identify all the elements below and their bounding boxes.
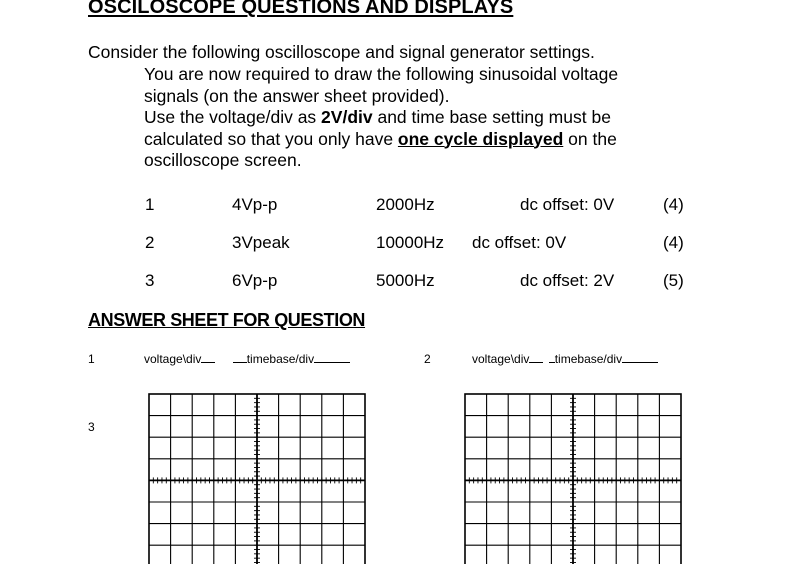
instruction-1-line-1: You are now required to draw the following sinusoidal voltage: [144, 64, 619, 84]
question-frequency: 2000Hz: [376, 195, 435, 214]
question-offset: dc offset: 0V: [472, 233, 567, 252]
voltage-div-label: voltage\div: [472, 352, 530, 366]
question-marks: (5): [663, 271, 684, 290]
oscilloscope-grid-2[interactable]: [464, 393, 684, 564]
instruction-2-line-3: oscilloscope screen.: [144, 150, 302, 170]
question-amplitude: 3Vpeak: [232, 233, 290, 252]
question-number: 3: [145, 271, 155, 290]
oscilloscope-grid-1[interactable]: [148, 393, 368, 564]
question-marks: (4): [663, 233, 684, 252]
blank-line: [233, 362, 247, 363]
question-amplitude: 6Vp-p: [232, 271, 278, 290]
page-title: OSCILOSCOPE QUESTIONS AND DISPLAYS: [88, 0, 514, 18]
voltage-div-value: 2V/div: [321, 107, 373, 127]
answer-item-3-number: 3: [88, 420, 95, 434]
intro-text: Consider the following oscilloscope and signal generator settings.: [88, 42, 595, 62]
question-frequency: 5000Hz: [376, 271, 435, 290]
timebase-div-label: timebase/div: [554, 352, 623, 366]
answer-item-1-fields: [144, 352, 350, 366]
one-cycle-emphasis: one cycle displayed: [397, 128, 564, 149]
timebase-div-blank[interactable]: [314, 362, 350, 363]
answer-item-2-number: 2: [424, 352, 431, 366]
instruction-paragraph-2: [144, 107, 617, 172]
question-offset: dc offset: 0V: [520, 195, 615, 214]
question-marks: (4): [663, 195, 684, 214]
instruction-1-line-2: signals (on the answer sheet provided).: [144, 85, 450, 106]
voltage-div-blank[interactable]: [529, 362, 543, 363]
instruction-2-line-2: calculated so that you only have one cycle displayed on the: [144, 128, 617, 149]
answer-sheet-title: ANSWER SHEET FOR QUESTION: [88, 310, 366, 330]
voltage-div-label: voltage\div: [144, 352, 202, 366]
timebase-div-label: timebase/div: [246, 352, 315, 366]
question-number: 2: [145, 233, 155, 252]
question-offset: dc offset: 2V: [520, 271, 615, 290]
question-amplitude: 4Vp-p: [232, 195, 278, 214]
instruction-2-line-1: Use the voltage/div as 2V/div and time base setting must be: [144, 107, 611, 127]
answer-item-1-number: 1: [88, 352, 95, 366]
voltage-div-blank[interactable]: [201, 362, 215, 363]
timebase-div-blank[interactable]: [622, 362, 658, 363]
question-frequency: 10000Hz: [376, 233, 445, 252]
instruction-paragraph-1: [144, 64, 618, 107]
question-number: 1: [145, 195, 155, 214]
answer-item-2-fields: [472, 352, 658, 366]
